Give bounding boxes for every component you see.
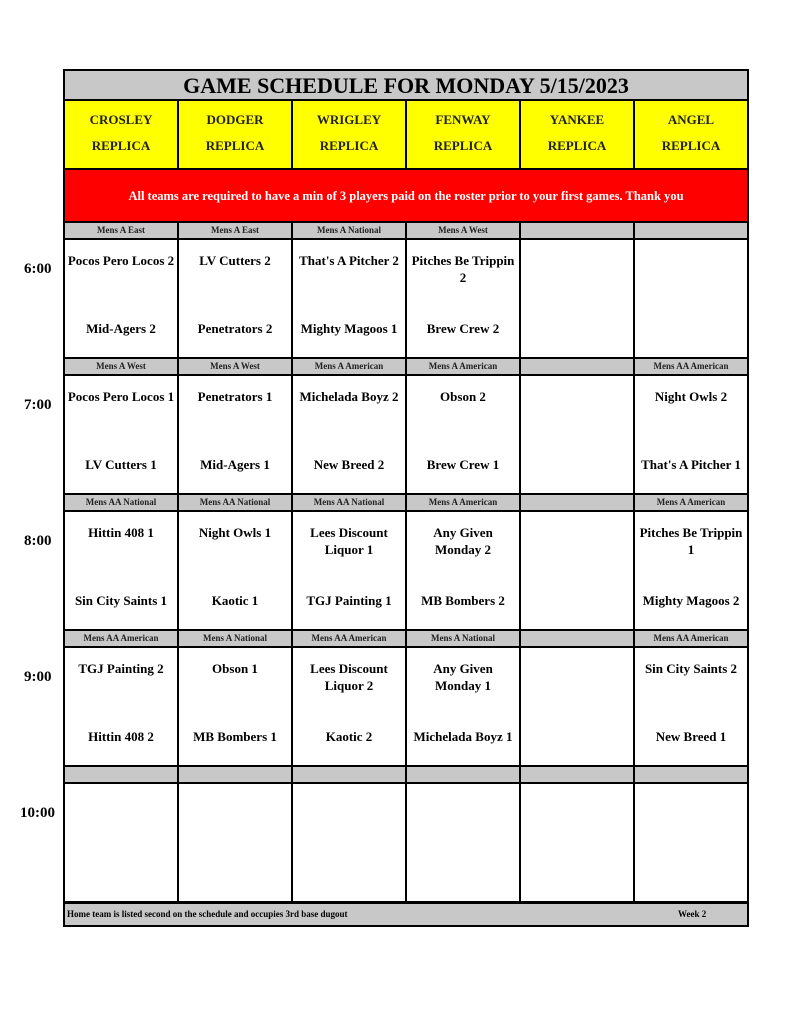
- away-team: Michelada Boyz 2: [299, 389, 399, 404]
- home-team: Kaotic 2: [325, 729, 373, 744]
- division-row: [65, 223, 747, 240]
- field-sub: REPLICA: [433, 138, 493, 153]
- division-label: Mens AA American: [293, 631, 407, 646]
- away-team: Pocos Pero Locos 1: [67, 389, 175, 404]
- game-cell: [65, 648, 179, 765]
- division-label: [293, 767, 407, 782]
- away-team: Any Given Monday 2: [433, 525, 493, 557]
- field-sub: REPLICA: [205, 138, 265, 153]
- time-label: 6:00: [24, 261, 52, 277]
- division-label: [521, 631, 635, 646]
- field-header-fenway: [407, 101, 521, 168]
- time-slot-block: [65, 767, 747, 903]
- division-label: [407, 767, 521, 782]
- home-team: Mighty Magoos 1: [300, 321, 398, 336]
- game-cell: [521, 648, 635, 765]
- away-team: Lees Discount Liquor 1: [310, 525, 388, 557]
- field-sub: REPLICA: [91, 138, 151, 153]
- away-team: Penetrators 1: [197, 389, 273, 404]
- home-team: Mid-Agers 2: [86, 321, 156, 336]
- away-team: Hittin 408 1: [88, 525, 154, 540]
- game-row: [65, 784, 747, 903]
- field-header-angel: [635, 101, 747, 168]
- game-cell: [407, 376, 521, 493]
- field-sub: REPLICA: [547, 138, 607, 153]
- field-name: ANGEL: [667, 112, 715, 127]
- game-cell: [65, 376, 179, 493]
- division-label: Mens A American: [293, 359, 407, 374]
- game-row: [65, 376, 747, 495]
- game-cell: [293, 376, 407, 493]
- game-cell: [635, 240, 747, 357]
- home-team: New Breed 1: [655, 729, 727, 744]
- game-cell: [407, 648, 521, 765]
- away-team: Sin City Saints 2: [644, 661, 738, 676]
- away-team: Obson 2: [440, 389, 486, 404]
- division-label: Mens A East: [179, 223, 293, 238]
- division-label: [521, 223, 635, 238]
- division-row: [65, 495, 747, 512]
- game-cell: [407, 240, 521, 357]
- field-name: FENWAY: [435, 112, 491, 127]
- game-cell: [179, 512, 293, 629]
- game-row: [65, 240, 747, 359]
- division-label: Mens A West: [407, 223, 521, 238]
- field-name: YANKEE: [549, 112, 605, 127]
- home-team: Sin City Saints 1: [74, 593, 168, 608]
- game-cell: [521, 784, 635, 901]
- schedule-table: [63, 69, 749, 927]
- division-label: Mens AA National: [293, 495, 407, 510]
- division-label: [521, 359, 635, 374]
- schedule-grid: [65, 223, 747, 903]
- away-team: That's A Pitcher 2: [299, 253, 399, 268]
- game-cell: [407, 784, 521, 901]
- division-label: Mens AA American: [653, 361, 729, 371]
- field-header-yankee: [521, 101, 635, 168]
- game-cell: [635, 784, 747, 901]
- away-team: TGJ Painting 2: [78, 661, 164, 676]
- time-slot-block: [65, 631, 747, 767]
- game-cell: [293, 648, 407, 765]
- game-cell: [65, 784, 179, 901]
- field-header-wrigley: [293, 101, 407, 168]
- home-team: Hittin 408 2: [88, 729, 154, 744]
- roster-notice-banner: All teams are required to have a min of 3 players paid on the roster prior to your first games. Thank you: [65, 170, 747, 223]
- time-slot-block: [65, 495, 747, 631]
- game-cell: [293, 784, 407, 901]
- game-cell: [521, 512, 635, 629]
- field-sub: REPLICA: [661, 138, 721, 153]
- game-cell: [407, 512, 521, 629]
- home-team: Brew Crew 2: [426, 321, 500, 336]
- game-cell: [521, 240, 635, 357]
- game-cell: [635, 648, 747, 765]
- division-label: [179, 767, 293, 782]
- home-team: MB Bombers 1: [193, 729, 277, 744]
- away-team: Pocos Pero Locos 2: [67, 253, 175, 268]
- division-row: [65, 767, 747, 784]
- away-team: Obson 1: [212, 661, 258, 676]
- home-team: New Breed 2: [313, 457, 385, 472]
- division-label: Mens AA American: [653, 633, 729, 643]
- division-label: Mens A American: [656, 497, 726, 507]
- game-cell: [179, 784, 293, 901]
- time-slot-block: [65, 223, 747, 359]
- field-name: DODGER: [206, 112, 264, 127]
- home-team: Mid-Agers 1: [200, 457, 270, 472]
- schedule-title: GAME SCHEDULE FOR MONDAY 5/15/2023: [65, 71, 747, 101]
- game-cell: [635, 512, 747, 629]
- division-label: Mens AA National: [65, 495, 179, 510]
- division-label: Mens AA National: [179, 495, 293, 510]
- division-label: Mens A East: [65, 223, 179, 238]
- game-row: [65, 648, 747, 767]
- away-team: Pitches Be Trippin 2: [411, 253, 515, 285]
- field-name: CROSLEY: [89, 112, 153, 127]
- field-header-dodger: [179, 101, 293, 168]
- division-label: Mens A American: [407, 359, 521, 374]
- away-team: Pitches Be Trippin 1: [639, 525, 743, 557]
- game-cell: [179, 648, 293, 765]
- division-label: [635, 223, 747, 238]
- game-cell: [179, 240, 293, 357]
- game-row: [65, 512, 747, 631]
- game-cell: [293, 512, 407, 629]
- field-header-row: [65, 101, 747, 170]
- division-label: Mens A National: [407, 631, 521, 646]
- time-slot-block: [65, 359, 747, 495]
- away-team: LV Cutters 2: [199, 253, 271, 268]
- home-team: Brew Crew 1: [426, 457, 500, 472]
- home-team: Kaotic 1: [211, 593, 259, 608]
- home-team: TGJ Painting 1: [306, 593, 392, 608]
- away-team: Night Owls 1: [198, 525, 272, 540]
- division-label: Mens A West: [65, 359, 179, 374]
- away-team: Lees Discount Liquor 2: [310, 661, 388, 693]
- division-label: [65, 767, 179, 782]
- division-label: Mens A West: [179, 359, 293, 374]
- game-cell: [293, 240, 407, 357]
- game-cell: [521, 376, 635, 493]
- away-team: Any Given Monday 1: [433, 661, 493, 693]
- footer-bar: [65, 902, 747, 925]
- field-name: WRIGLEY: [316, 112, 382, 127]
- division-row: [65, 359, 747, 376]
- away-team: Night Owls 2: [654, 389, 728, 404]
- time-label: 10:00: [20, 805, 55, 821]
- home-team: Michelada Boyz 1: [413, 729, 513, 744]
- game-cell: [65, 512, 179, 629]
- division-label: [521, 767, 635, 782]
- home-team: LV Cutters 1: [85, 457, 157, 472]
- time-label: 7:00: [24, 397, 52, 413]
- division-label: Mens A American: [407, 495, 521, 510]
- division-label: Mens A National: [179, 631, 293, 646]
- division-row: [65, 631, 747, 648]
- home-team: Penetrators 2: [197, 321, 273, 336]
- home-team: That's A Pitcher 1: [641, 457, 741, 472]
- game-cell: [179, 376, 293, 493]
- division-label: [635, 767, 747, 782]
- home-team: MB Bombers 2: [421, 593, 505, 608]
- division-label: Mens AA American: [65, 631, 179, 646]
- game-cell: [635, 376, 747, 493]
- week-label: Week 2: [678, 909, 707, 919]
- home-team: Mighty Magoos 2: [642, 593, 740, 608]
- division-label: [521, 495, 635, 510]
- game-cell: [65, 240, 179, 357]
- field-header-crosley: [65, 101, 179, 168]
- time-label: 8:00: [24, 533, 52, 549]
- field-sub: REPLICA: [319, 138, 379, 153]
- home-team-note: Home team is listed second on the schedule and occupies 3rd base dugout: [67, 909, 348, 919]
- division-label: Mens A National: [293, 223, 407, 238]
- time-label: 9:00: [24, 669, 52, 685]
